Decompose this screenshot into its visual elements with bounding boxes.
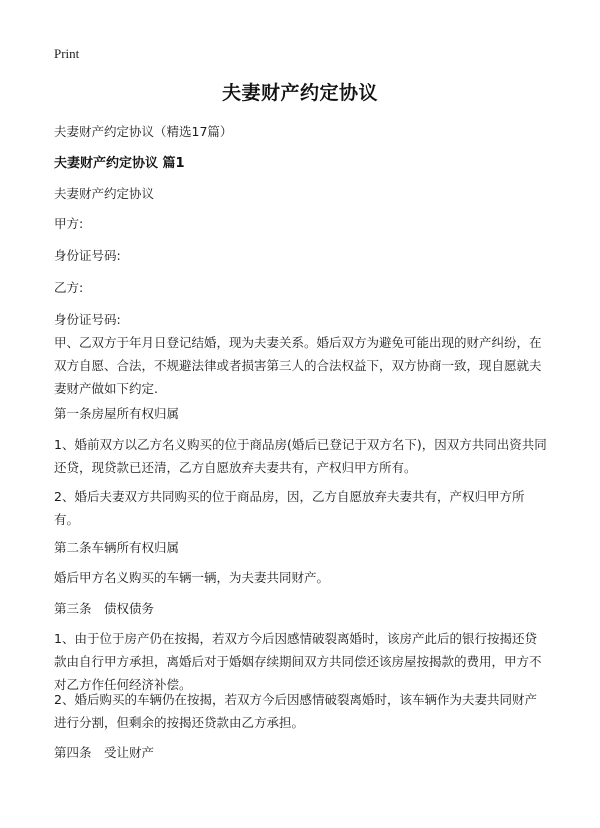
article-heading: 第三条 债权债务 <box>54 601 155 616</box>
party-b-label: 乙方: <box>54 280 84 295</box>
article-heading: 第一条房屋所有权归属 <box>54 406 180 421</box>
paragraph: 甲、乙双方于年月日登记结婚，现为夫妻关系。婚后双方为避免可能出现的财产纠纷，在双方自愿、合法，不规避法律或者损害第三人的合法权益下，双方协商一致，现自愿就夫妻财产做如下约定. <box>54 335 542 396</box>
subtitle: 夫妻财产约定协议（精选17篇） <box>54 124 233 139</box>
article-heading: 第二条车辆所有权归属 <box>54 540 180 555</box>
party-a-label: 甲方: <box>54 216 84 231</box>
id-number-label: 身份证号码: <box>54 248 121 263</box>
paragraph: 1、婚前双方以乙方名义购买的位于商品房(婚后已登记于双方名下)，因双方共同出资共同还贷，现贷款已还清，乙方自愿放弃夫妻共有，产权归甲方所有。 <box>54 437 547 475</box>
print-link[interactable]: Print <box>54 46 80 61</box>
paragraph: 2、婚后购买的车辆仍在按揭，若双方今后因感情破裂离婚时，该车辆作为夫妻共同财产进行分割，但剩余的按揭还贷款由乙方承担。 <box>54 692 537 730</box>
document-title: 夫妻财产约定协议 <box>221 82 378 104</box>
paragraph: 婚后甲方名义购买的车辆一辆，为夫妻共同财产。 <box>54 570 330 585</box>
paragraph: 夫妻财产约定协议 <box>54 186 155 201</box>
paragraph: 2、婚后夫妻双方共同购买的位于商品房，因，乙方自愿放弃夫妻共有，产权归甲方所有。 <box>54 489 525 527</box>
section-heading: 夫妻财产约定协议 篇1 <box>54 156 185 171</box>
paragraph: 1、由于位于房产仍在按揭，若双方今后因感情破裂离婚时，该房产此后的银行按揭还贷款由自行甲方承担，离婚后对于婚姻存续期间双方共同偿还该房屋按揭款的费用，甲方不对乙方作任何经济补偿。 <box>54 631 542 692</box>
id-number-label: 身份证号码: <box>54 312 121 327</box>
article-heading: 第四条 受让财产 <box>54 745 155 760</box>
